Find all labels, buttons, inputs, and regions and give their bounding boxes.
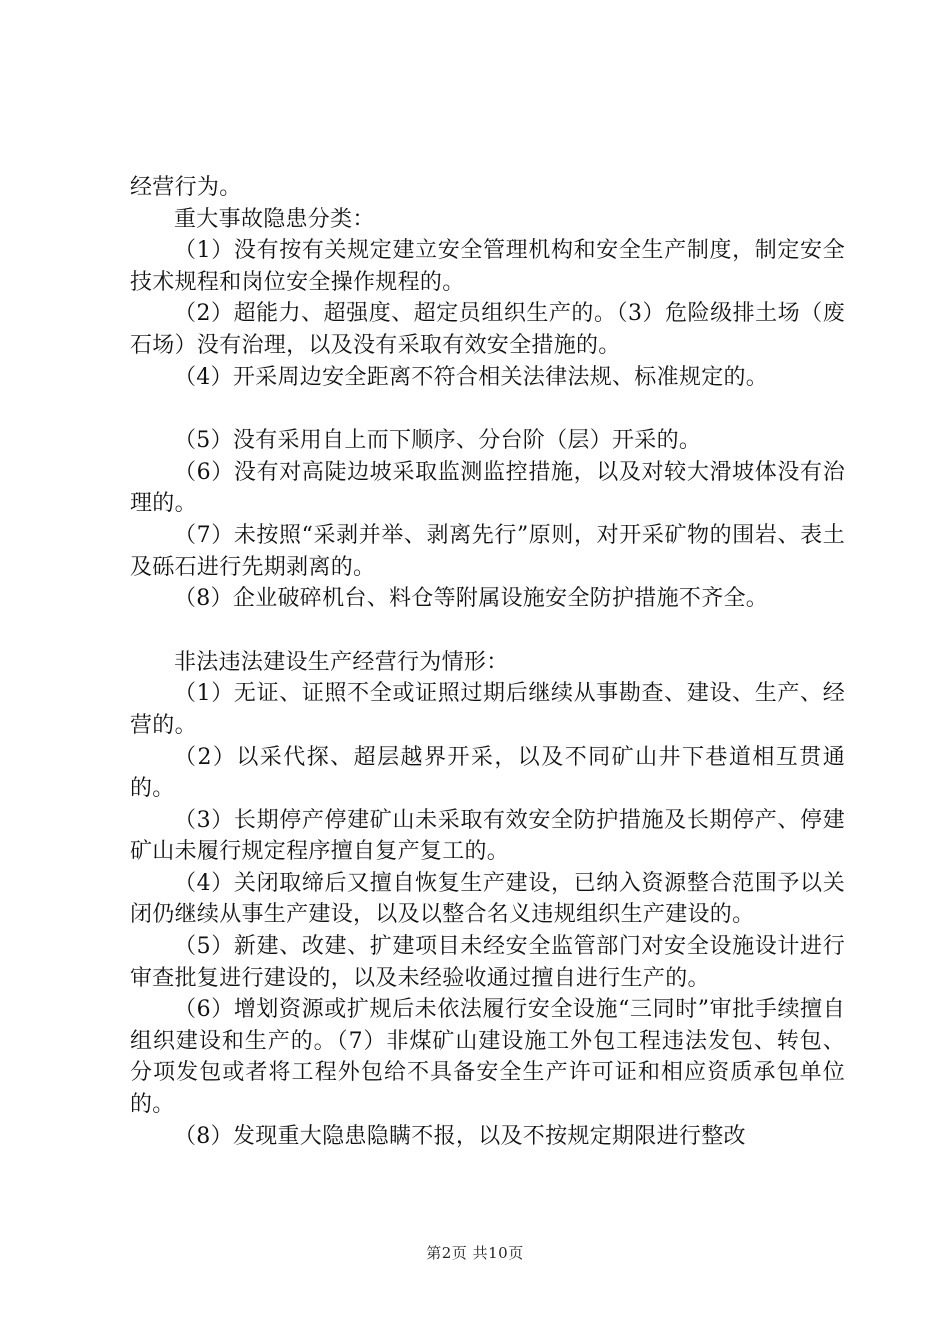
page-number-footer: 第2页 共10页 — [426, 1244, 524, 1262]
hazard-item-4: （4）开采周边安全距离不符合相关法律法规、标准规定的。 — [174, 364, 769, 390]
section-heading-hazard-categories: 重大事故隐患分类： — [174, 206, 375, 232]
illegal-item-3: （3）长期停产停建矿山未采取有效安全防护措施及长期停产、停建矿山未履行规定程序擅自复产复工的。 — [130, 807, 845, 865]
paragraph-gap — [130, 393, 845, 425]
hazard-item-6: （6）没有对高陡边坡采取监测监控措施，以及对较大滑坡体没有治理的。 — [130, 459, 845, 517]
hazard-item-2-3: （2）超能力、超强度、超定员组织生产的。（3）危险级排土场（废石场）没有治理，以及没有采取有效安全措施的。 — [130, 301, 845, 358]
illegal-item-2: （2）以采代探、超层越界开采，以及不同矿山井下巷道相互贯通的。 — [130, 744, 845, 802]
section-heading-illegal-operations: 非法违法建设生产经营行为情形： — [174, 649, 509, 675]
illegal-item-4: （4）关闭取缔后又擅自恢复生产建设，已纳入资源整合范围予以关闭仍继续从事生产建设，以及以整合名义违规组织生产建设的。 — [130, 870, 845, 928]
hazard-item-8: （8）企业破碎机台、料仓等附属设施安全防护措施不齐全。 — [174, 586, 769, 612]
hazard-item-5: （5）没有采用自上而下顺序、分台阶（层）开采的。 — [174, 428, 702, 454]
paragraph-gap — [130, 615, 845, 647]
illegal-item-5: （5）新建、改建、扩建项目未经安全监管部门对安全设施设计进行审查批复进行建设的，以及未经验收通过擅自进行生产的。 — [130, 934, 845, 991]
illegal-item-1: （1）无证、证照不全或证照过期后继续从事勘查、建设、生产、经营的。 — [130, 681, 845, 738]
illegal-item-6-7: （6）增划资源或扩规后未依法履行安全设施“三同时”审批手续擅自组织建设和生产的。（7）非煤矿山建设施工外包工程违法发包、转包、分项发包或者将工程外包给不具备安全生产许可证和相应资质承包单位的。 — [130, 997, 845, 1118]
hazard-item-7: （7）未按照“采剥并举、剥离先行”原则，对开采矿物的围岩、表土及砾石进行先期剥离的。 — [130, 522, 845, 580]
paragraph-continuation: 经营行为。 — [130, 175, 242, 200]
document-body — [130, 172, 845, 1152]
illegal-item-8: （8）发现重大隐患隐瞒不报，以及不按规定期限进行整改 — [174, 1123, 746, 1149]
hazard-item-1: （1）没有按有关规定建立安全管理机构和安全生产制度，制定安全技术规程和岗位安全操作规程的。 — [130, 238, 845, 295]
